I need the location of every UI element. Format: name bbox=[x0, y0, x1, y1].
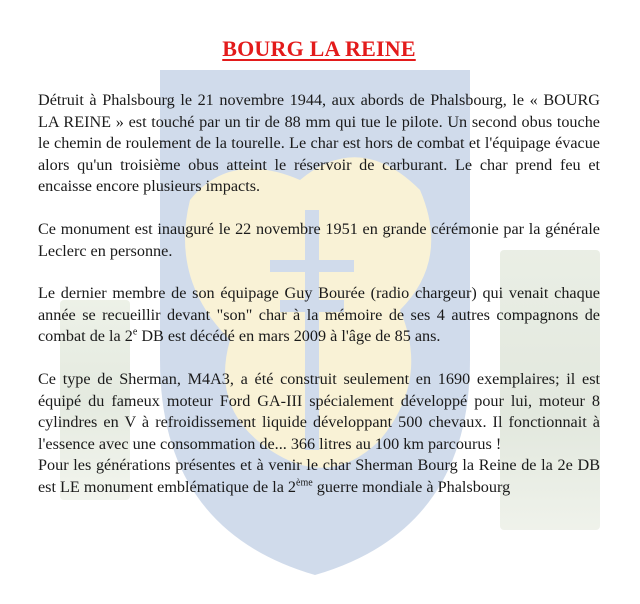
superscript-eme: ème bbox=[296, 477, 313, 489]
paragraph-crew-member bbox=[38, 283, 600, 348]
paragraph-generations bbox=[38, 455, 600, 498]
paragraph-inauguration: Ce monument est inauguré le 22 novembre 1951 en grande cérémonie par la générale Leclerc en personne. bbox=[38, 219, 600, 260]
paragraph-generations-text-b: guerre mondiale à Phalsbourg bbox=[312, 477, 511, 496]
paragraph-crew-text-a: Le dernier membre de son équipage Guy Bourée (radio chargeur) qui venait chaque année se recueillir devant "son" char à la mémoire de ses 4 autres compagnons de combat de la 2 bbox=[38, 284, 600, 346]
paragraph-sherman-type: Ce type de Sherman, M4A3, a été construit seulement en 1690 exemplaires; il est équipé du fameux moteur Ford GA-III spécialement développé pour lui, moteur 8 cylindres en V à refroidissement liquide développant 500 chevaux. Il fonctionnait à l'essence avec une consommation de... 366 litres au 100 km parcourus ! bbox=[38, 369, 600, 453]
superscript-e: e bbox=[132, 326, 138, 338]
paragraph-crew-text-b: DB est décédé en mars 2009 à l'âge de 85 ans. bbox=[137, 327, 441, 346]
page-title: BOURG LA REINE bbox=[222, 36, 416, 61]
paragraph-generations-text-a: Pour les générations présentes et à venir le char Sherman Bourg la Reine de la 2e DB est LE monument emblématique de la 2 bbox=[38, 456, 600, 496]
paragraph-destruction: Détruit à Phalsbourg le 21 novembre 1944, aux abords de Phalsbourg, le « BOURG LA REINE » est touché par un tir de 88 mm qui tue le pilote. Un second obus touche le chemin de roulement de la tourelle. Le char est hors de combat et l'équipage évacue alors qu'un troisième obus atteint le réservoir de carburant. Le char prend feu et encaisse encore plusieurs impacts. bbox=[38, 91, 600, 196]
